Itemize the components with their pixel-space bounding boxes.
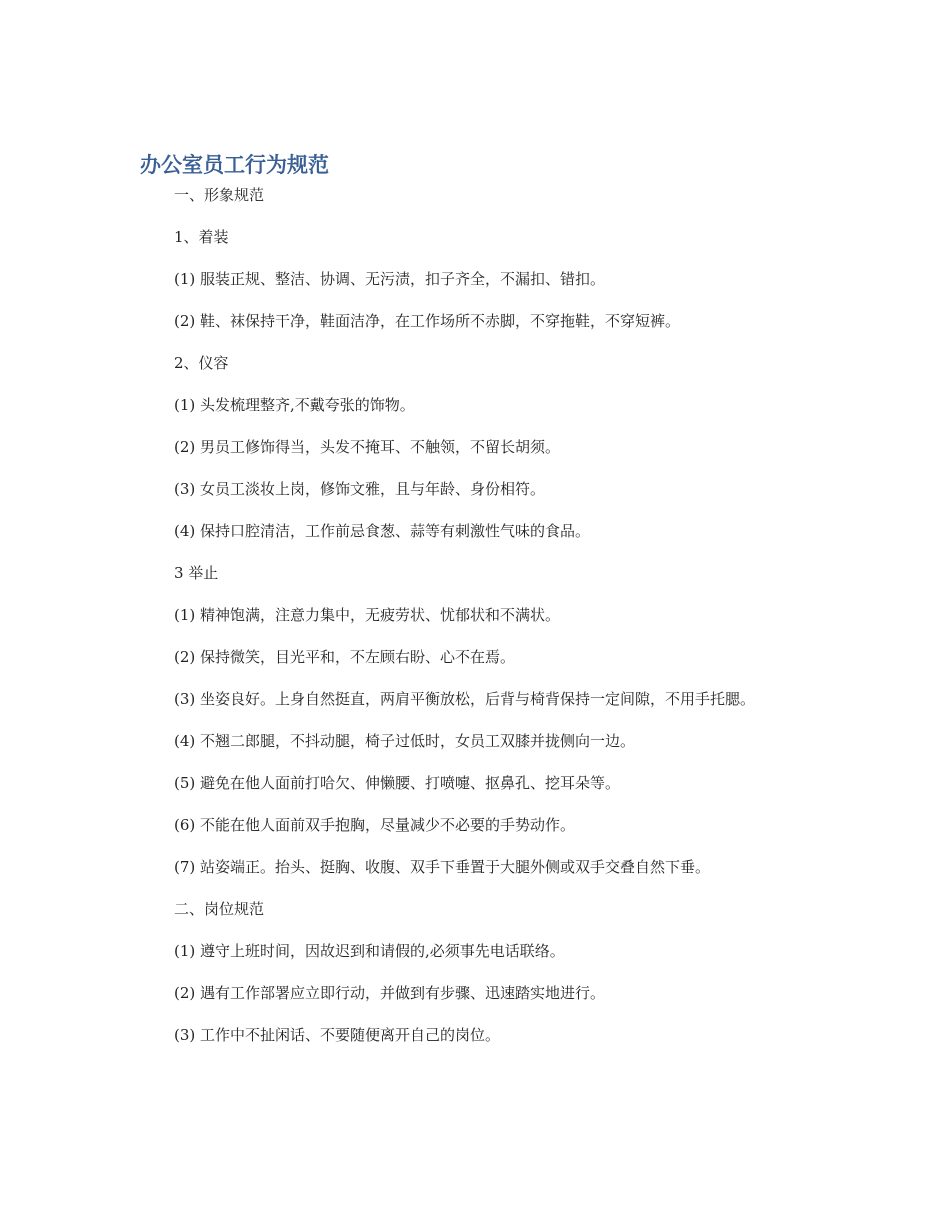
paragraph: (2) 遇有工作部署应立即行动，并做到有步骤、迅速踏实地进行。 (174, 984, 606, 1002)
paragraph: (6) 不能在他人面前双手抱胸，尽量减少不必要的手势动作。 (174, 816, 576, 834)
paragraph: (2) 鞋、袜保持干净，鞋面洁净，在工作场所不赤脚，不穿拖鞋，不穿短裤。 (174, 312, 681, 330)
paragraph: (3) 坐姿良好。上身自然挺直，两肩平衡放松，后背与椅背保持一定间隙，不用手托腮。 (174, 690, 756, 708)
subheading-behavior: 3 举止 (174, 564, 219, 582)
paragraph: (1) 精神饱满，注意力集中，无疲劳状、忧郁状和不满状。 (174, 606, 561, 624)
document-body (140, 182, 800, 1064)
paragraph: (1) 头发梳理整齐,不戴夸张的饰物。 (174, 396, 415, 414)
paragraph: (1) 服装正规、整洁、协调、无污渍，扣子齐全，不漏扣、错扣。 (174, 270, 606, 288)
paragraph: (2) 男员工修饰得当，头发不掩耳、不触领，不留长胡须。 (174, 438, 561, 456)
section-heading-position: 二、岗位规范 (174, 900, 265, 918)
paragraph: (2) 保持微笑，目光平和，不左顾右盼、心不在焉。 (174, 648, 516, 666)
paragraph: (4) 保持口腔清洁，工作前忌食葱、蒜等有刺激性气味的食品。 (174, 522, 591, 540)
paragraph: (3) 工作中不扯闲话、不要随便离开自己的岗位。 (174, 1026, 501, 1044)
paragraph: (3) 女员工淡妆上岗，修饰文雅，且与年龄、身份相符。 (174, 480, 546, 498)
subheading-dress: 1、着装 (174, 228, 229, 246)
document-title: 办公室员工行为规范 (140, 153, 329, 177)
section-heading-image: 一、形象规范 (174, 186, 265, 204)
paragraph: (4) 不翘二郎腿，不抖动腿，椅子过低时，女员工双膝并拢侧向一边。 (174, 732, 636, 750)
paragraph: (7) 站姿端正。抬头、挺胸、收腹、双手下垂置于大腿外侧或双手交叠自然下垂。 (174, 858, 711, 876)
paragraph: (1) 遵守上班时间，因故迟到和请假的,必须事先电话联络。 (174, 942, 565, 960)
paragraph: (5) 避免在他人面前打哈欠、伸懒腰、打喷嚏、抠鼻孔、挖耳朵等。 (174, 774, 621, 792)
subheading-appearance: 2、仪容 (174, 354, 229, 372)
